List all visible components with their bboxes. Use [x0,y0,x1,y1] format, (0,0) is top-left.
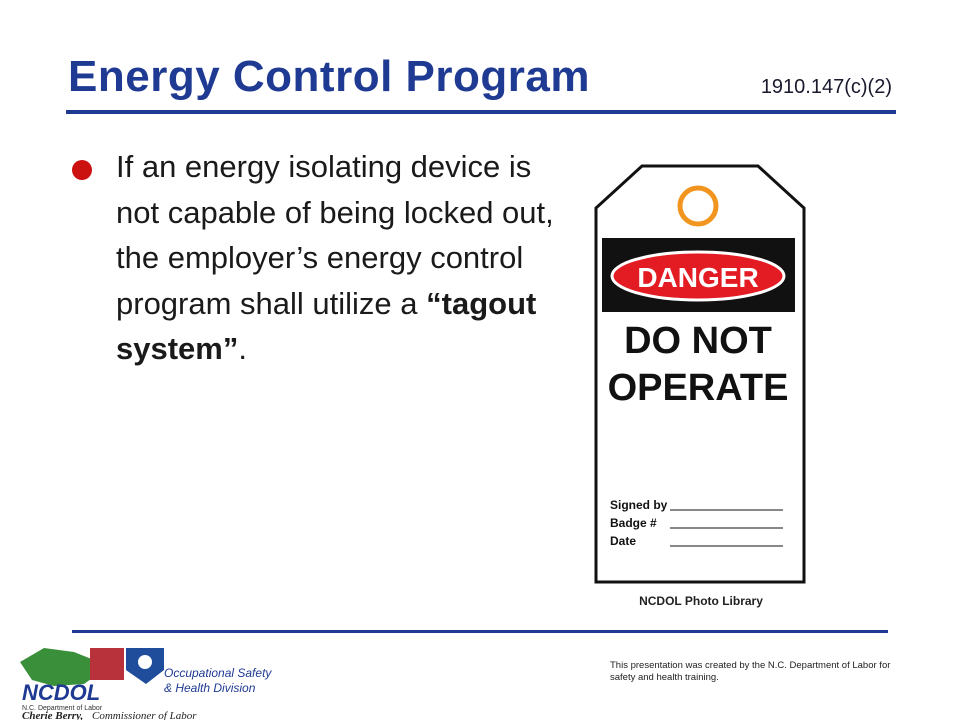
bullet-text-start: If an energy isolating device is not capable of being locked out, the employer’s energy control program shall utilize a [116,149,554,321]
danger-tag-image [590,160,810,595]
commissioner-name: Cherie Berry, [22,710,84,720]
logo-person-icon [138,655,152,669]
tag-field-signed: Signed by [610,498,668,512]
logo-red-block [90,648,124,680]
tag-field-date: Date [610,534,637,548]
footer-note: This presentation was created by the N.C. Department of Labor for safety and health training. [610,660,891,683]
logo-wordmark: NCDOL [22,680,101,705]
tag-field-badge: Badge # [610,516,657,530]
ncdol-logo-svg [14,640,274,720]
regulation-reference: 1910.147(c)(2) [760,76,892,98]
bullet-emphasis: “tagout system” [116,285,537,366]
tag-line-1: DO NOT [624,320,772,362]
division-line-1: Occupational Safety [164,666,272,680]
bullet-text [116,144,556,372]
danger-tag-svg [590,160,810,590]
ncdol-logo [14,640,274,725]
commissioner-title: Commissioner of Labor [92,710,197,720]
bullet-icon [72,160,92,180]
division-line-2: & Health Division [164,681,256,695]
logo-subtext: N.C. Department of Labor [22,705,103,712]
photo-caption: NCDOL Photo Library [639,594,763,608]
tag-line-2: OPERATE [607,367,789,409]
footer-rule [72,630,888,633]
bullet-text-end: . [238,331,247,366]
title-underline [66,110,896,114]
slide-title: Energy Control Program [68,52,590,101]
tag-danger-label: DANGER [637,262,759,293]
